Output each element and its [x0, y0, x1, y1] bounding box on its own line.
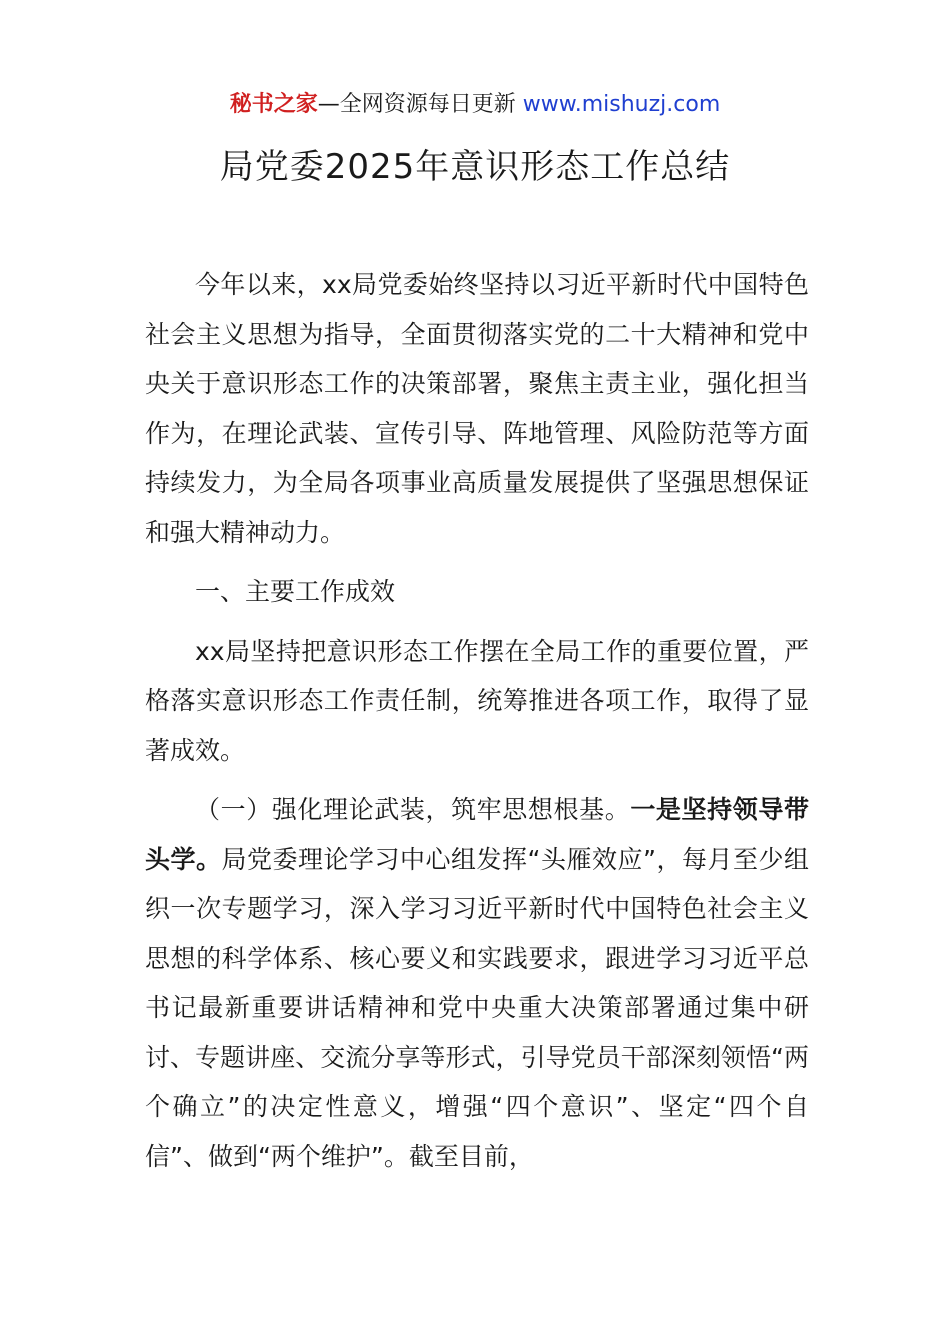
section-paragraph-1: xx局坚持把意识形态工作摆在全局工作的重要位置，严格落实意识形态工作责任制，统筹推进各项工作，取得了显著成效。	[145, 636, 809, 765]
section-heading-1: 一、主要工作成效	[195, 577, 396, 606]
banner-slogan: —全网资源每日更新	[317, 92, 523, 117]
subsection-paragraph-1	[145, 785, 809, 1181]
document-title: 局党委2025年意识形态工作总结	[219, 147, 731, 187]
subsection-text: 局党委理论学习中心组发挥“头雁效应”，每月至少组织一次专题学习，深入学习习近平新时代中国特色社会主义思想的科学体系、核心要义和实践要求，跟进学习习近平总书记最新重要讲话精神和党中央重大决策部署通过集中研讨、专题讲座、交流分享等形式，引导党员干部深刻领悟“两个确立”的决定性意义，增强“四个意识”、坚定“四个自信”、做到“两个维护”。截至目前，	[145, 844, 809, 1171]
site-banner	[0, 88, 950, 122]
document-body	[145, 260, 809, 1191]
intro-paragraph: 今年以来，xx局党委始终坚持以习近平新时代中国特色社会主义思想为指导，全面贯彻落实党的二十大精神和党中央关于意识形态工作的决策部署，聚焦主责主业，强化担当作为，在理论武装、宣传引导、阵地管理、风险防范等方面持续发力，为全局各项事业高质量发展提供了坚强思想保证和强大精神动力。	[145, 270, 809, 547]
subsection-bold-lead: 一是坚持领导带头学。	[145, 795, 809, 874]
brand-name: 秘书之家	[229, 92, 318, 117]
banner-url[interactable]: www.mishuzj.com	[522, 92, 721, 117]
subsection-heading: （一）强化理论武装，筑牢思想根基。	[195, 795, 631, 824]
